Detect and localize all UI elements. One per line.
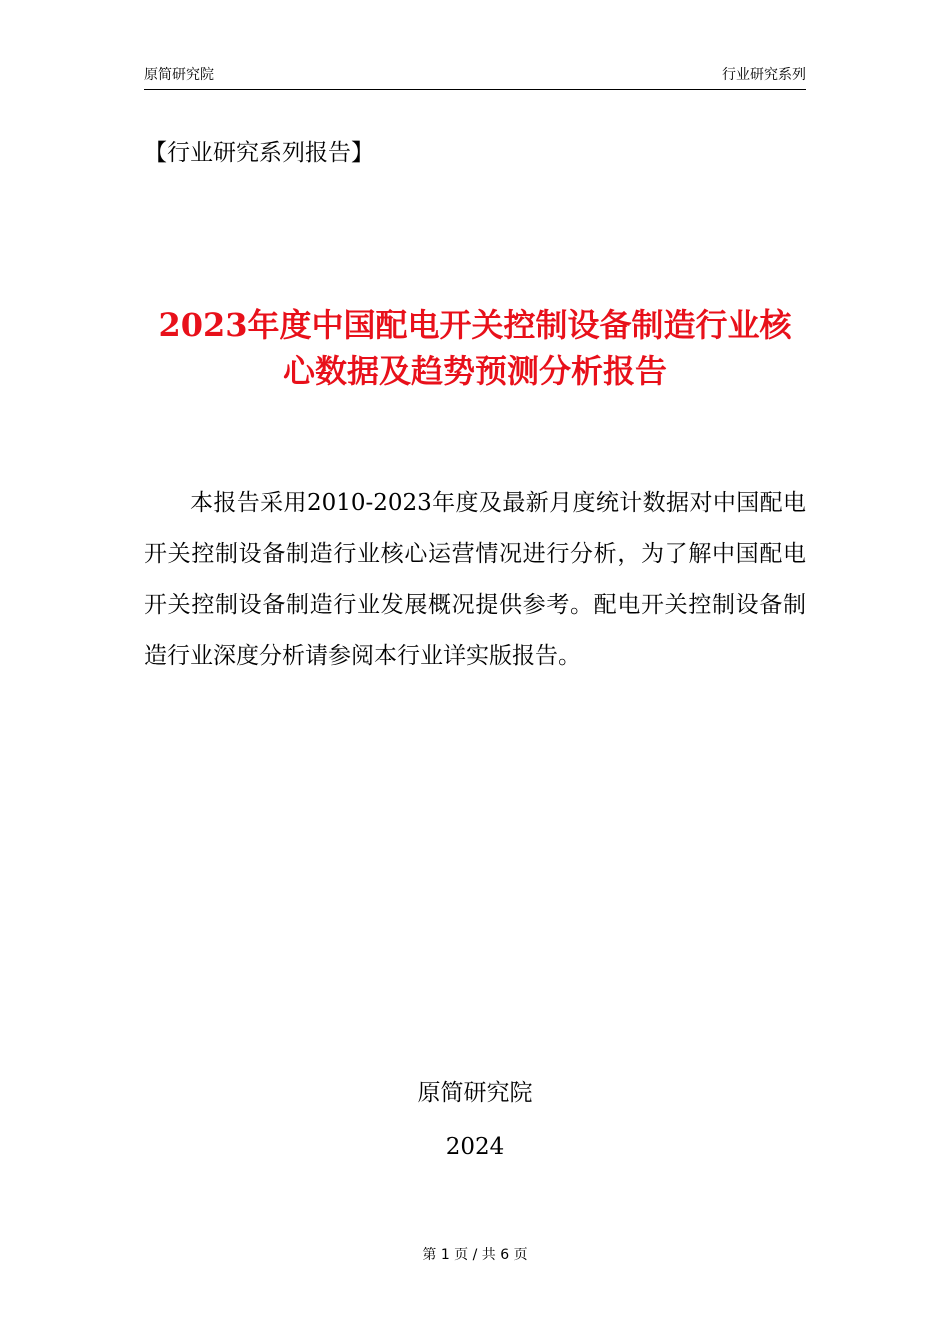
header-publisher: 原简研究院 xyxy=(144,67,214,83)
report-title: 2023年度中国配电开关控制设备制造行业核心数据及趋势预测分析报告 xyxy=(158,306,792,390)
header-divider xyxy=(144,89,806,90)
series-tag: 【行业研究系列报告】 xyxy=(144,140,374,166)
header-series: 行业研究系列 xyxy=(722,67,806,83)
publication-year: 2024 xyxy=(445,1134,505,1160)
page-indicator: 第 1 页 / 共 6 页 xyxy=(422,1247,528,1263)
publisher-name: 原简研究院 xyxy=(417,1080,533,1106)
report-abstract: 本报告采用2010-2023年度及最新月度统计数据对中国配电开关控制设备制造行业核心运营情况进行分析，为了解中国配电开关控制设备制造行业发展概况提供参考。配电开关控制设备制造行业深度分析请参阅本行业详实版报告。 xyxy=(144,490,806,669)
